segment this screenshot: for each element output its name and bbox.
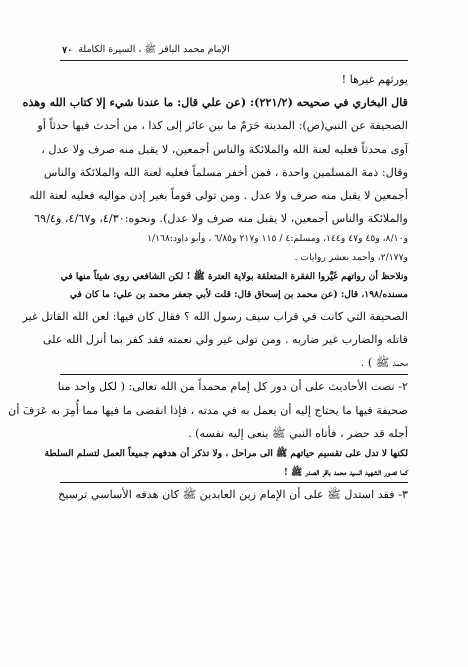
text-line: كما تصور الشهيد السيد محمد باقر الصدر ﷺ ! xyxy=(60,464,408,484)
text-line: يورثهم غيرها ! xyxy=(341,73,408,86)
text-line: قال البخاري في صحيحه (٢٢١/٢): (عن علي قال: ما عندنا شيء إلا كتاب الله وهذه xyxy=(22,95,408,110)
running-title: الإمام محمد الباقر ﷺ ، السيرة الكاملة xyxy=(78,44,230,55)
text-line: وقال: ذمة المسلمين واحدة ، فمن أخفر مسلماً فعليه لعنة الله والملائكة والناس xyxy=(43,165,408,179)
page-number: ٧٠ xyxy=(62,44,73,56)
text-line: لكنها لا تدل على تقسيم حياتهم ﷺ الى مراحل ، ولا تذكر أن هدفهم جميعاً العمل لتسلم السلطة xyxy=(44,448,408,460)
text-line: أجله قد حضر ، فأتاه النبي ﷺ ينعى إليه نفسه) . xyxy=(188,426,408,440)
text-line: الصحيفة التي كانت في قراب سيف رسول الله ؟ فقال كان فيها: لعن الله القاتل غير xyxy=(22,309,408,323)
text-line: و٨/١٠، و٤٥ و٤٧ و١٤٤، ومسلم:٤ / ١١٥ و٢١٧ و٦/٨٥ ، وأبو داود:١/١٦٨ xyxy=(147,233,408,245)
text-line: و٢/١٧٧، وأحمد بعشر روايات . xyxy=(294,252,408,264)
text-line: مسنده/١٩٨، قال: (عن محمد بن إسحاق قال: قلت لأبي جعفر محمد بن علي: ما كان في xyxy=(69,289,408,301)
section-heading-3: ٣- فقد استدل ﷺ على أن الإمام زين العابدين ﷺ كان هدفه الأساسي ترسيخ xyxy=(58,488,408,502)
section-heading-2: ٢- نصت الأحاديث على أن دور كل إمام محمداً من الله تعالى: ( لكل واحد منا xyxy=(57,380,408,394)
text-line: والملائكة والناس أجمعين، لا يقبل منه صرف ولا عدل). ونحوه:٤/٣٠، و٤/٦٧، و٦٩/٤ xyxy=(34,212,408,226)
text-line: محمد ﷺ ) . xyxy=(60,351,408,375)
text-line: آوى محدثاً فعليه لعنة الله والملائكة والناس أجمعين، لا يقبل منه صرف ولا عدل ، xyxy=(41,142,408,156)
running-header xyxy=(62,42,406,58)
text-line: قاتله والضارب غير ضاربه . ومن تولى غير ولي نعمته فقد كفر بما أنزل الله على xyxy=(42,333,408,346)
text-line: صحيفة فيها ما يحتاج إليه أن يعمل به في مدته ، فإذا انقضى ما فيها مما أُمِرَ به عَرَفَ أن xyxy=(8,403,408,417)
text-line: ونلاحظ أن رواتهم غَيَّروا الفقرة المتعلقة بولاية العترة ﷺ ! لكن الشافعي روى شيئاً منها في xyxy=(60,270,408,282)
header-divider xyxy=(60,60,408,61)
text-line: الصحيفة عن النبي(ص): المدينة حَرَمٌ ما بين عائر إلى كذا ، من أحدث فيها حدثاً أو xyxy=(37,119,408,133)
text-line: أجمعين لا يقبل منه صرف ولا عدل . ومن تولى قوماً بغير إذن مواليه فعليه لعنة الله xyxy=(29,189,408,203)
body-text xyxy=(8,68,408,506)
